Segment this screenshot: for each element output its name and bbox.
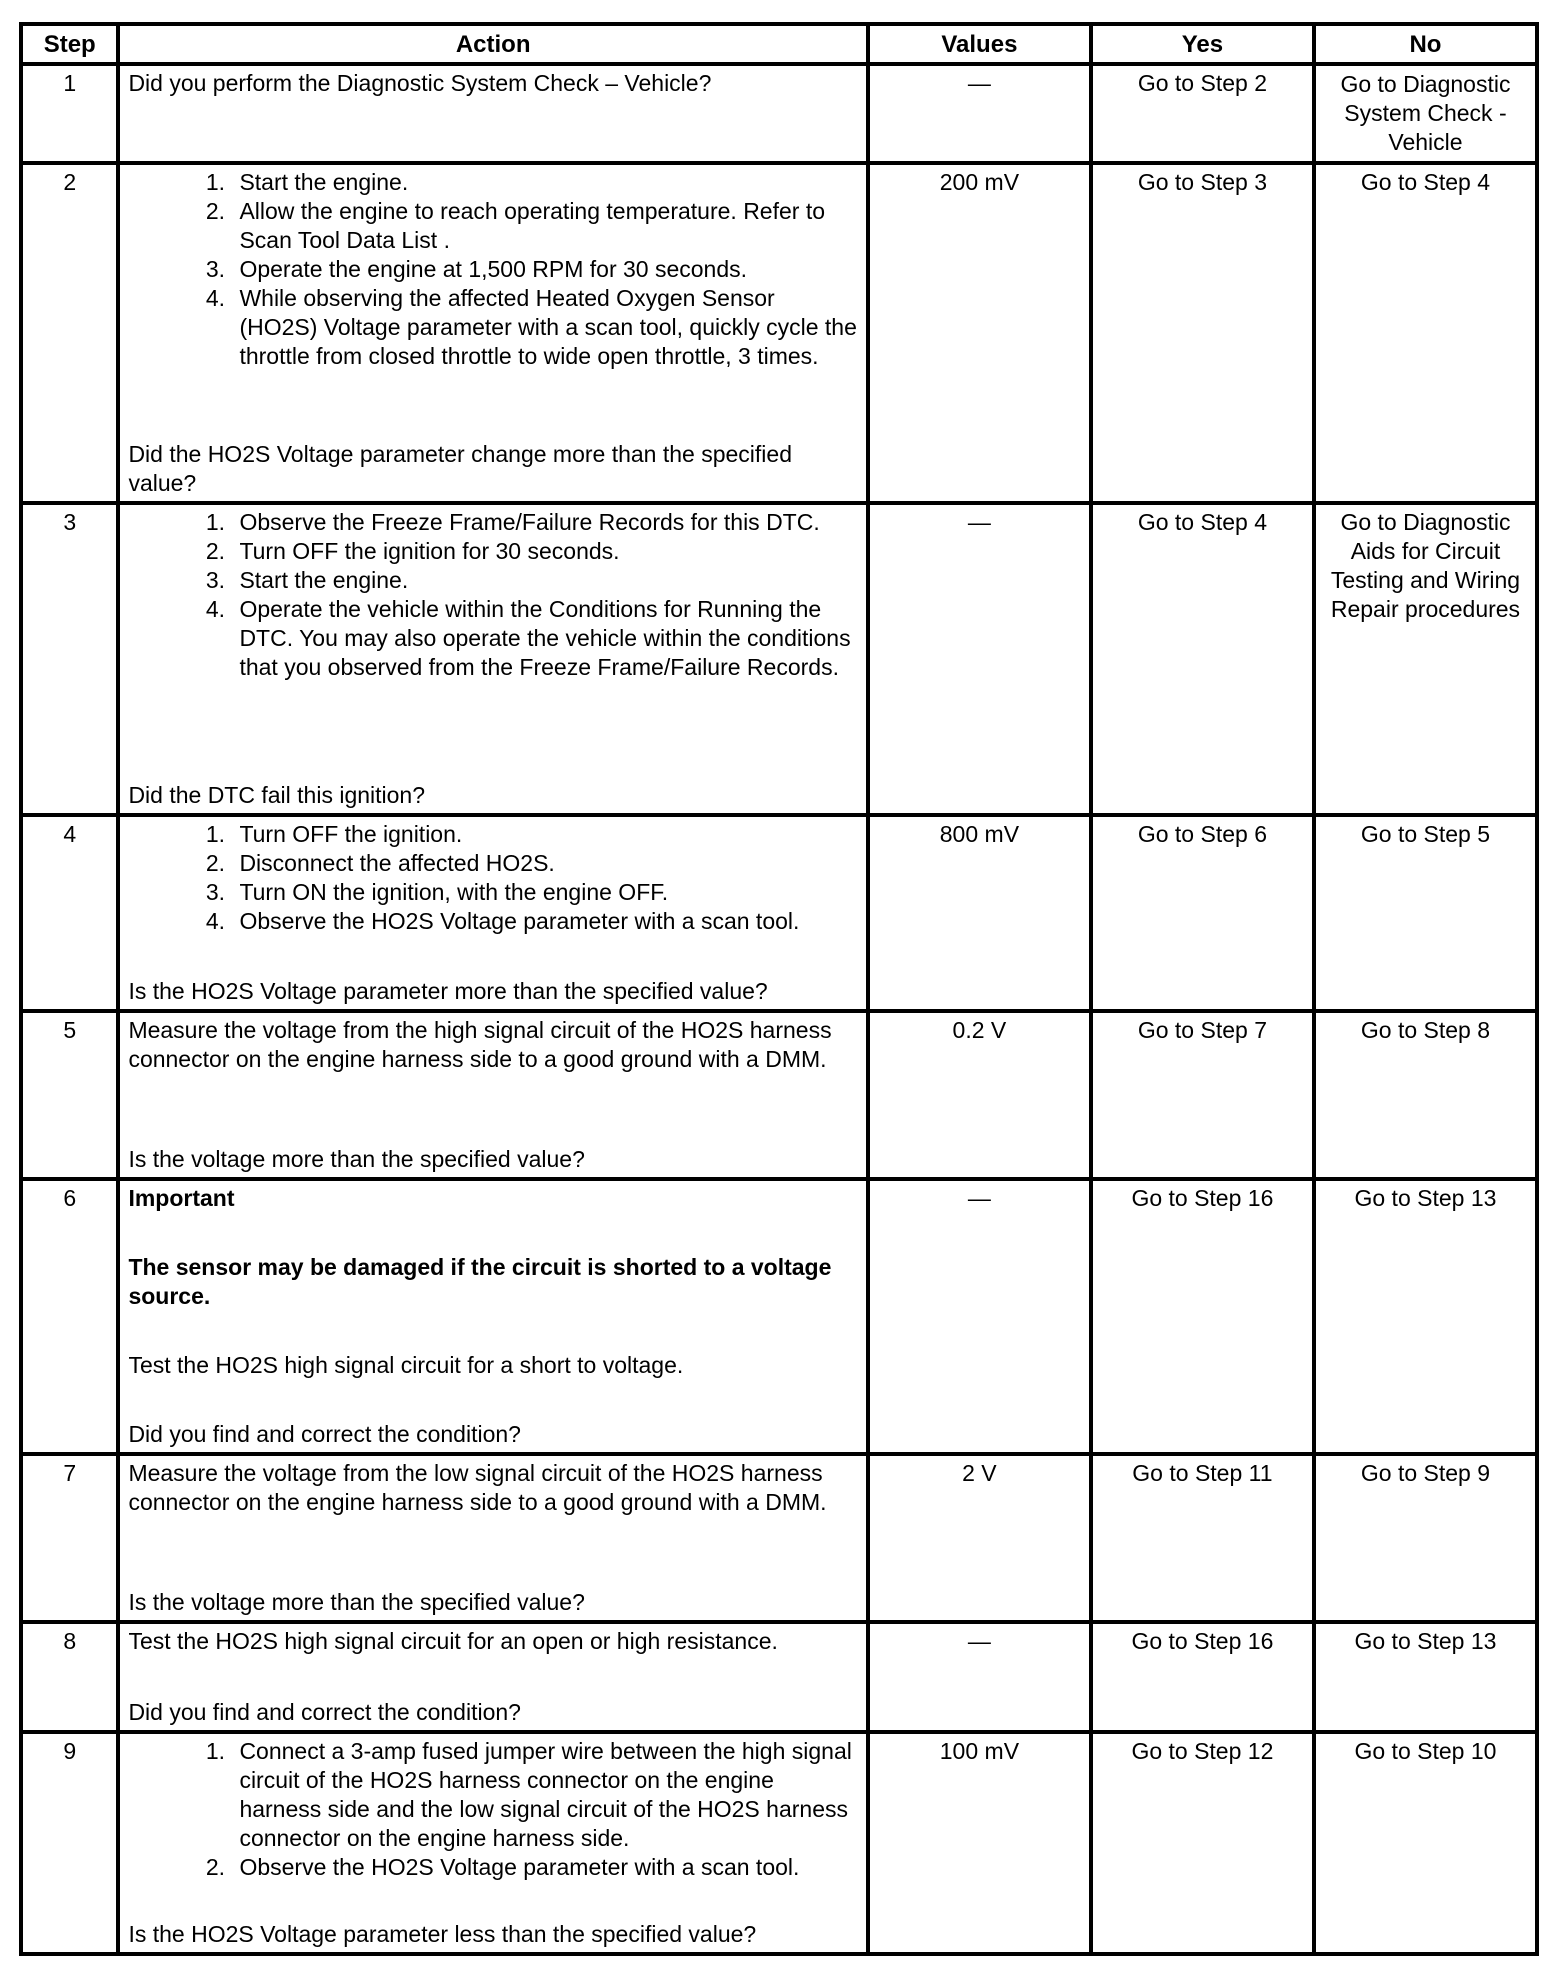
step-number: 4 bbox=[21, 815, 118, 1011]
action-intro: Did you perform the Diagnostic System Check – Vehicle? bbox=[128, 70, 712, 96]
yes-link[interactable]: Go to Step 16 bbox=[1091, 1622, 1314, 1732]
yes-link[interactable]: Go to Step 4 bbox=[1091, 503, 1314, 815]
yes-link[interactable]: Go to Step 16 bbox=[1091, 1179, 1314, 1454]
action-intro: Measure the voltage from the high signal circuit of the HO2S harness connector on the engine harness side to a good ground with a DMM. bbox=[128, 1017, 832, 1072]
step-number: 5 bbox=[21, 1011, 118, 1179]
value-cell: 100 mV bbox=[868, 1732, 1091, 1954]
yes-link[interactable]: Go to Step 2 bbox=[1091, 64, 1314, 163]
action-question: Is the voltage more than the specified value? bbox=[128, 1146, 585, 1172]
no-link[interactable]: Go to Step 4 bbox=[1314, 163, 1537, 503]
action-question: Is the HO2S Voltage parameter less than the specified value? bbox=[128, 1921, 757, 1947]
step-number: 8 bbox=[21, 1622, 118, 1732]
header-row bbox=[21, 24, 1537, 64]
action-step-item: 4. Observe the HO2S Voltage parameter with a scan tool. bbox=[231, 907, 857, 936]
action-question: Did you find and correct the condition? bbox=[128, 1699, 521, 1725]
value-cell: 2 V bbox=[868, 1454, 1091, 1622]
action-question: Is the HO2S Voltage parameter more than the specified value? bbox=[128, 978, 768, 1004]
value-cell: — bbox=[868, 503, 1091, 815]
action-question: Did the HO2S Voltage parameter change more than the specified value? bbox=[128, 441, 793, 496]
action-cell bbox=[118, 1179, 867, 1454]
no-link[interactable]: Go to Step 8 bbox=[1314, 1011, 1537, 1179]
value-cell: 0.2 V bbox=[868, 1011, 1091, 1179]
yes-link[interactable]: Go to Step 7 bbox=[1091, 1011, 1314, 1179]
action-step-item: 2. Allow the engine to reach operating temperature. Refer to Scan Tool Data List . bbox=[231, 197, 857, 255]
action-intro: Test the HO2S high signal circuit for a short to voltage. bbox=[128, 1352, 684, 1378]
no-link[interactable]: Go to Diagnostic System Check - Vehicle bbox=[1314, 64, 1537, 163]
action-step-item: 2. Turn OFF the ignition for 30 seconds. bbox=[231, 537, 857, 566]
table-row bbox=[21, 64, 1537, 163]
header-action: Action bbox=[118, 24, 867, 64]
action-cell bbox=[118, 503, 867, 815]
value-cell: 800 mV bbox=[868, 815, 1091, 1011]
action-cell bbox=[118, 1732, 867, 1954]
table-row bbox=[21, 1622, 1537, 1732]
step-number: 3 bbox=[21, 503, 118, 815]
action-steps bbox=[128, 508, 857, 682]
step-number: 1 bbox=[21, 64, 118, 163]
table-row bbox=[21, 503, 1537, 815]
header-step: Step bbox=[21, 24, 118, 64]
yes-link[interactable]: Go to Step 3 bbox=[1091, 163, 1314, 503]
action-step-item: 1. Observe the Freeze Frame/Failure Records for this DTC. bbox=[231, 508, 857, 537]
action-step-item: 2. Observe the HO2S Voltage parameter with a scan tool. bbox=[231, 1853, 857, 1882]
action-step-item: 1. Start the engine. bbox=[231, 168, 857, 197]
action-step-item: 1. Turn OFF the ignition. bbox=[231, 820, 857, 849]
important-label: Important bbox=[128, 1185, 235, 1211]
table-row bbox=[21, 815, 1537, 1011]
action-step-item: 3. Turn ON the ignition, with the engine OFF. bbox=[231, 878, 857, 907]
no-link[interactable]: Go to Diagnostic Aids for Circuit Testing and Wiring Repair procedures bbox=[1314, 503, 1537, 815]
table-row bbox=[21, 1454, 1537, 1622]
action-cell bbox=[118, 1454, 867, 1622]
table-row bbox=[21, 1011, 1537, 1179]
action-step-item: 1. Connect a 3-amp fused jumper wire between the high signal circuit of the HO2S harness connector on the engine harness side and the low signal circuit of the HO2S harness connector on the engine harness side. bbox=[231, 1737, 857, 1853]
action-step-item: 2. Disconnect the affected HO2S. bbox=[231, 849, 857, 878]
action-step-item: 3. Start the engine. bbox=[231, 566, 857, 595]
action-cell bbox=[118, 815, 867, 1011]
value-cell: 200 mV bbox=[868, 163, 1091, 503]
action-cell bbox=[118, 64, 867, 163]
value-cell: — bbox=[868, 1179, 1091, 1454]
action-cell bbox=[118, 1622, 867, 1732]
step-number: 9 bbox=[21, 1732, 118, 1954]
table-row bbox=[21, 163, 1537, 503]
action-steps bbox=[128, 820, 857, 936]
step-number: 2 bbox=[21, 163, 118, 503]
yes-link[interactable]: Go to Step 11 bbox=[1091, 1454, 1314, 1622]
action-cell bbox=[118, 1011, 867, 1179]
yes-link[interactable]: Go to Step 6 bbox=[1091, 815, 1314, 1011]
action-cell bbox=[118, 163, 867, 503]
table-row bbox=[21, 1179, 1537, 1454]
table-row bbox=[21, 1732, 1537, 1954]
no-link[interactable]: Go to Step 10 bbox=[1314, 1732, 1537, 1954]
no-link[interactable]: Go to Step 5 bbox=[1314, 815, 1537, 1011]
warning-text: The sensor may be damaged if the circuit is shorted to a voltage source. bbox=[128, 1254, 832, 1309]
value-cell: — bbox=[868, 1622, 1091, 1732]
action-intro: Test the HO2S high signal circuit for an open or high resistance. bbox=[128, 1628, 778, 1654]
action-step-item: 4. While observing the affected Heated Oxygen Sensor (HO2S) Voltage parameter with a scan tool, quickly cycle the throttle from closed throttle to wide open throttle, 3 times. bbox=[231, 284, 857, 371]
step-number: 7 bbox=[21, 1454, 118, 1622]
header-yes: Yes bbox=[1091, 24, 1314, 64]
value-cell: — bbox=[868, 64, 1091, 163]
step-number: 6 bbox=[21, 1179, 118, 1454]
header-values: Values bbox=[868, 24, 1091, 64]
action-steps bbox=[128, 1737, 857, 1882]
no-link[interactable]: Go to Step 13 bbox=[1314, 1622, 1537, 1732]
action-intro: Measure the voltage from the low signal circuit of the HO2S harness connector on the engine harness side to a good ground with a DMM. bbox=[128, 1460, 827, 1515]
diagnostic-table bbox=[19, 22, 1539, 1956]
action-step-item: 3. Operate the engine at 1,500 RPM for 30 seconds. bbox=[231, 255, 857, 284]
no-link[interactable]: Go to Step 9 bbox=[1314, 1454, 1537, 1622]
no-link[interactable]: Go to Step 13 bbox=[1314, 1179, 1537, 1454]
action-step-item: 4. Operate the vehicle within the Conditions for Running the DTC. You may also operate the vehicle within the conditions that you observed from the Freeze Frame/Failure Records. bbox=[231, 595, 857, 682]
action-question: Did you find and correct the condition? bbox=[128, 1421, 521, 1447]
yes-link[interactable]: Go to Step 12 bbox=[1091, 1732, 1314, 1954]
action-question: Is the voltage more than the specified value? bbox=[128, 1589, 585, 1615]
action-steps bbox=[128, 168, 857, 371]
header-no: No bbox=[1314, 24, 1537, 64]
action-question: Did the DTC fail this ignition? bbox=[128, 782, 426, 808]
